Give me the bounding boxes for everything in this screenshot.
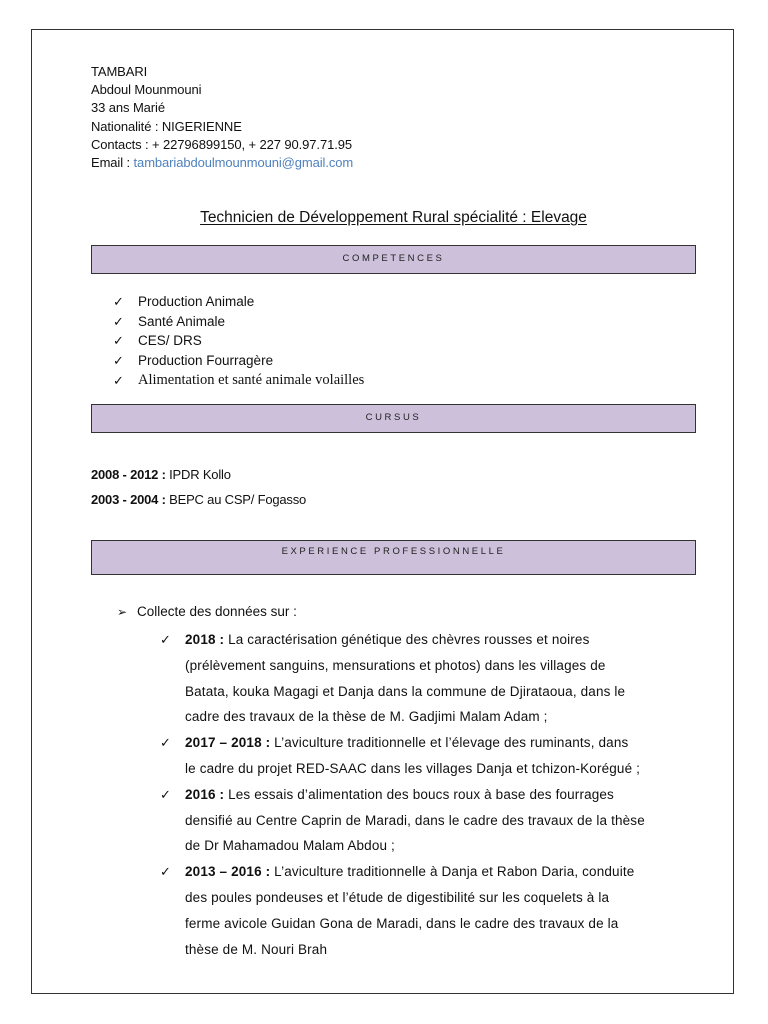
check-icon: ✓	[160, 632, 172, 647]
experience-line: (prélèvement sanguins, mensurations et photos) dans les villages de	[185, 657, 606, 673]
competence-text: CES/ DRS	[138, 333, 202, 349]
cursus-list	[91, 462, 306, 512]
experience-intro	[117, 601, 297, 623]
competence-item	[113, 331, 364, 351]
check-icon: ✓	[160, 735, 172, 751]
experience-text: Les essais d’alimentation des boucs roux à base des fourrages	[224, 786, 614, 802]
competence-text: Production Fourragère	[138, 353, 274, 369]
experience-item	[160, 627, 700, 730]
competence-text: Santé Animale	[138, 313, 226, 329]
given-name: Abdoul Mounmouni	[91, 82, 202, 98]
experience-line: densifié au Centre Caprin de Maradi, dans le cadre des travaux de la thèse	[185, 812, 645, 828]
section-header-cursus: CURSUS	[91, 404, 696, 433]
section-header-competences: COMPETENCES	[91, 245, 696, 274]
experience-year: 2017 – 2018 :	[185, 735, 271, 751]
competence-item	[113, 351, 364, 371]
contacts: Contacts : + 22796899150, + 227 90.97.71.95	[91, 136, 352, 152]
competences-list	[113, 292, 364, 391]
competence-item	[113, 312, 364, 332]
experience-text: L’aviculture traditionnelle à Danja et Rabon Daria, conduite	[270, 864, 635, 880]
cursus-text: IPDR Kollo	[165, 467, 231, 482]
check-icon: ✓	[160, 786, 172, 802]
age-status: 33 ans Marié	[91, 100, 165, 116]
experience-text: L’aviculture traditionnelle et l’élevage des ruminants, dans	[270, 735, 629, 751]
experience-line: de Dr Mahamadou Malam Abdou ;	[185, 838, 395, 854]
check-icon: ✓	[113, 294, 124, 309]
experience-intro-text: Collecte des données sur :	[137, 604, 297, 619]
check-icon: ✓	[113, 353, 124, 369]
cursus-text: BEPC au CSP/ Fogasso	[165, 492, 307, 507]
experience-line: cadre des travaux de la thèse de M. Gadjimi Malam Adam ;	[185, 709, 548, 725]
experience-line	[185, 782, 700, 808]
experience-line	[185, 627, 700, 653]
experience-text: La caractérisation génétique des chèvres rousses et noires	[224, 632, 590, 647]
experience-line: Batata, kouka Magagi et Danja dans la commune de Djirataoua, dans le	[185, 683, 626, 699]
competence-item	[113, 371, 364, 391]
competence-text: Production Animale	[138, 294, 255, 309]
cursus-entry	[91, 487, 306, 512]
email-link[interactable]: tambariabdoulmounmouni@gmail.com	[133, 155, 354, 171]
experience-line: thèse de M. Nouri Brah	[185, 941, 328, 957]
experience-year: 2018 :	[185, 632, 225, 647]
surname: TAMBARI	[91, 64, 148, 79]
experience-item	[160, 782, 700, 859]
check-icon: ✓	[160, 864, 172, 880]
experience-item	[160, 730, 700, 782]
experience-line	[185, 730, 700, 756]
cursus-years: 2008 - 2012 :	[91, 467, 166, 482]
competence-item	[113, 292, 364, 312]
experience-line: le cadre du projet RED-SAAC dans les villages Danja et tchizon-Korégué ;	[185, 760, 641, 776]
experience-line	[185, 859, 700, 885]
email-line	[91, 154, 353, 172]
cursus-years: 2003 - 2004 :	[91, 492, 166, 507]
check-icon: ✓	[113, 372, 124, 388]
experience-year: 2016 :	[185, 786, 225, 802]
competence-text: Alimentation et santé animale volailles	[138, 371, 365, 388]
section-header-experience: EXPERIENCE PROFESSIONNELLE	[91, 540, 696, 575]
cursus-entry	[91, 462, 306, 487]
experience-year: 2013 – 2016 :	[185, 864, 271, 880]
experience-list	[160, 627, 700, 962]
check-icon: ✓	[113, 313, 124, 329]
check-icon: ✓	[113, 333, 124, 349]
arrow-bullet-icon: ➢	[117, 605, 128, 619]
experience-line: des poules pondeuses et l’étude de digestibilité sur les coquelets à la	[185, 889, 610, 905]
contact-header	[91, 63, 353, 172]
nationality: Nationalité : NIGERIENNE	[91, 118, 242, 134]
job-title-headline: Technicien de Développement Rural spécialité : Elevage	[200, 209, 587, 226]
experience-item	[160, 859, 700, 962]
experience-line: ferme avicole Guidan Gona de Maradi, dans le cadre des travaux de la	[185, 915, 619, 931]
email-label: Email :	[91, 155, 134, 171]
